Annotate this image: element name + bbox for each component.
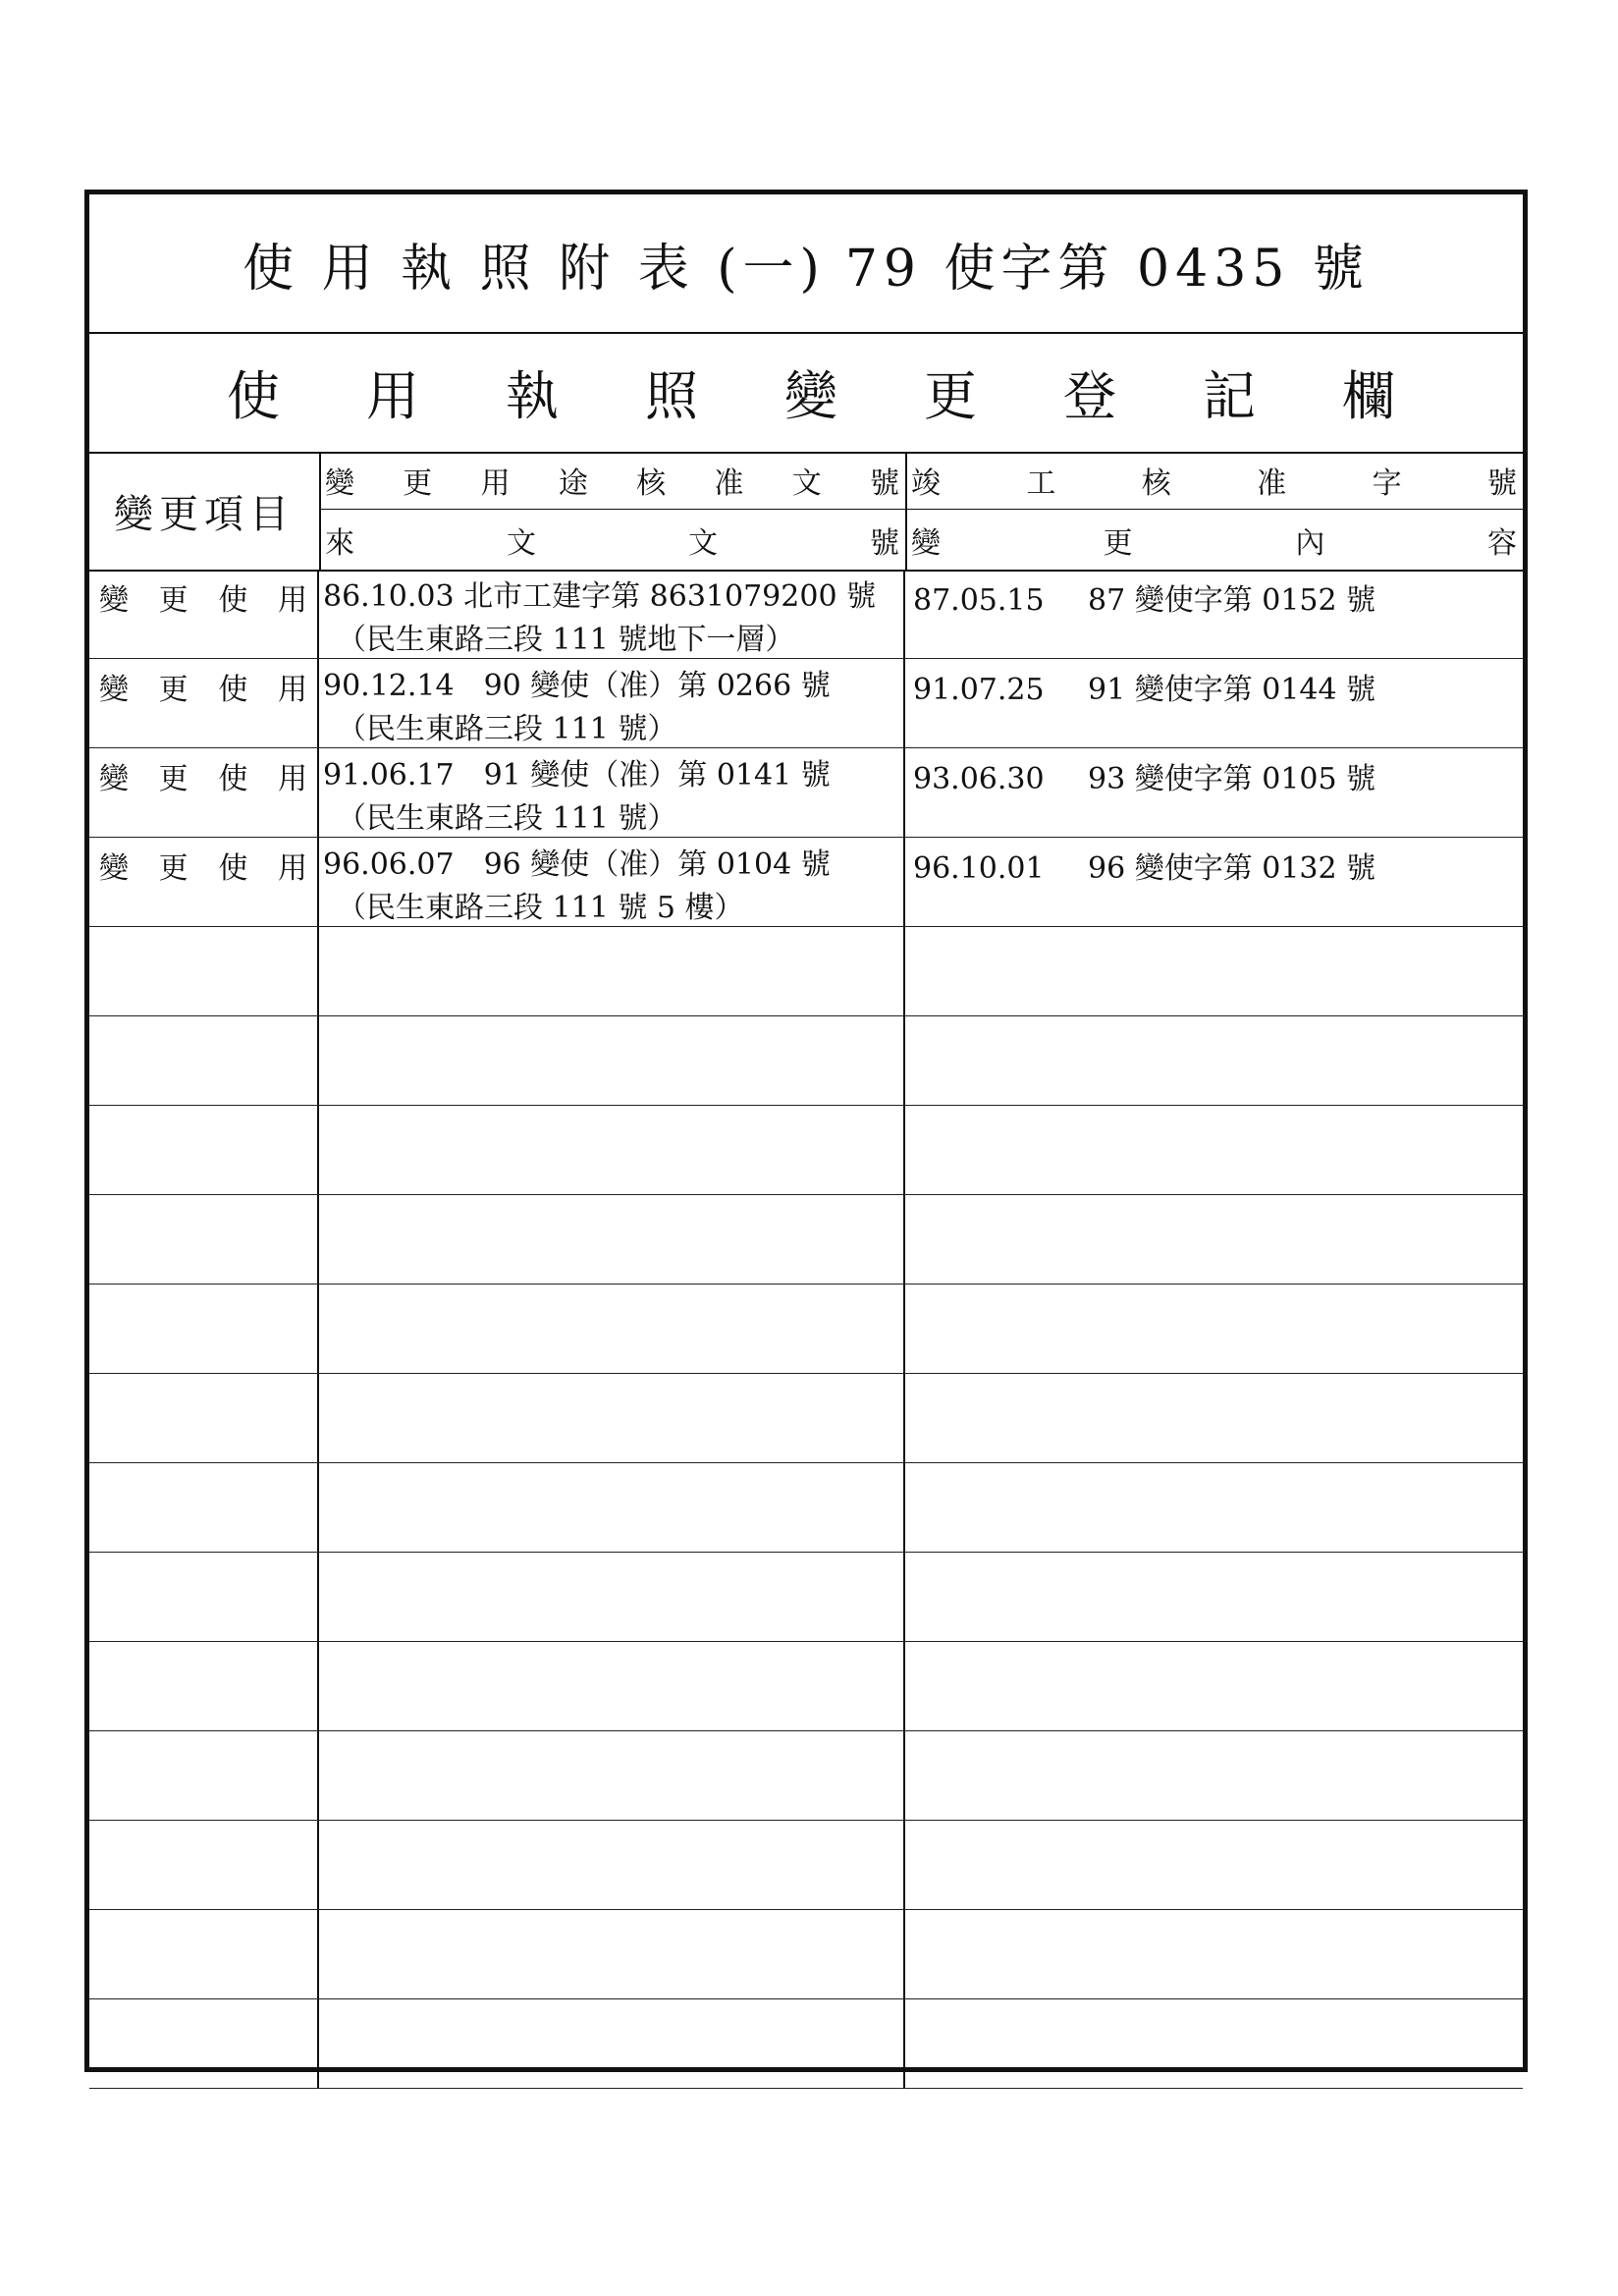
- empty-cell: [89, 1374, 319, 1462]
- table-row-empty: [89, 1016, 1523, 1106]
- completion-permit: [905, 748, 1523, 837]
- empty-cell: [905, 1016, 1523, 1105]
- table-row-empty: [89, 1106, 1523, 1195]
- table-header: [89, 452, 1523, 572]
- empty-cell: [319, 1731, 905, 1820]
- change-item-char: 變: [99, 673, 129, 707]
- section-title-char: 登: [1063, 364, 1116, 427]
- table-row: [89, 570, 1523, 659]
- table-row-empty: [89, 1910, 1523, 1999]
- header-char: 容: [1486, 525, 1517, 561]
- change-item-char: 使: [218, 762, 248, 796]
- header-char: 竣: [911, 466, 941, 501]
- empty-cell: [905, 1463, 1523, 1552]
- change-item-char: 使: [218, 851, 248, 886]
- header-char: 變: [911, 525, 941, 561]
- table-row: [89, 838, 1523, 927]
- change-item-char: 更: [158, 762, 189, 796]
- change-item-char: 使: [218, 673, 248, 707]
- change-item-char: 用: [277, 673, 307, 707]
- empty-cell: [89, 1731, 319, 1820]
- empty-cell: [319, 1374, 905, 1462]
- empty-cell: [89, 1463, 319, 1552]
- approval-doc-number: 86.10.03 北市工建字第 8631079200 號: [323, 579, 877, 614]
- empty-cell: [319, 1999, 905, 2088]
- completion-date: 87.05.15: [913, 583, 1045, 618]
- change-item-char: 用: [277, 851, 307, 886]
- header-char: 准: [1257, 466, 1287, 501]
- empty-cell: [89, 1195, 319, 1284]
- section-title-char: 記: [1203, 364, 1256, 427]
- table-row-empty: [89, 1731, 1523, 1821]
- table-row-empty: [89, 1821, 1523, 1910]
- header-char: 來: [325, 525, 354, 561]
- approval-doc: [319, 748, 905, 837]
- approval-doc-address: （民生東路三段 111 號地下一層）: [337, 623, 795, 657]
- header-char: 工: [1026, 466, 1056, 501]
- empty-cell: [905, 1999, 1523, 2088]
- table-row-empty: [89, 1463, 1523, 1553]
- section-title-char: 照: [645, 364, 698, 427]
- empty-cell: [89, 927, 319, 1015]
- table-body: [89, 570, 1523, 2089]
- approval-doc: [319, 838, 905, 926]
- empty-cell: [319, 1642, 905, 1730]
- section-title-char: 使: [227, 364, 280, 427]
- completion-date: 91.07.25: [913, 673, 1045, 707]
- header-col3-bottom: [905, 511, 1523, 569]
- approval-doc-address: （民生東路三段 111 號 5 樓）: [337, 891, 744, 925]
- completion-permit: [905, 838, 1523, 926]
- title-number: 79 使字第 0435 號: [844, 239, 1370, 299]
- empty-cell: [319, 1910, 905, 1998]
- header-col2: [319, 452, 907, 570]
- empty-cell: [319, 927, 905, 1015]
- empty-cell: [905, 1910, 1523, 1998]
- header-col2-top: [319, 452, 905, 510]
- header-item: 變更項目: [89, 452, 321, 570]
- empty-cell: [905, 927, 1523, 1015]
- change-item: [89, 838, 319, 926]
- header-char: 號: [1486, 466, 1517, 501]
- section-title-char: 執: [506, 364, 559, 427]
- section-title-chars: [89, 355, 1523, 430]
- table-row: [89, 748, 1523, 838]
- approval-doc-address: （民生東路三段 111 號）: [337, 712, 677, 746]
- table-row: [89, 659, 1523, 748]
- change-item-char: 用: [277, 583, 307, 618]
- header-char: 途: [558, 466, 588, 501]
- table-row-empty: [89, 927, 1523, 1016]
- change-item-char: 變: [99, 762, 129, 796]
- empty-cell: [319, 1821, 905, 1909]
- empty-cell: [89, 1553, 319, 1641]
- header-col3: [905, 452, 1523, 570]
- header-char: 文: [507, 525, 536, 561]
- section-title-char: 更: [924, 364, 977, 427]
- completion-permit: [905, 570, 1523, 658]
- change-item-char: 用: [277, 762, 307, 796]
- header-char: 更: [403, 466, 433, 501]
- completion-permit-number: 87 變使字第 0152 號: [1088, 583, 1376, 618]
- empty-cell: [89, 1016, 319, 1105]
- header-char: 字: [1372, 466, 1402, 501]
- empty-cell: [319, 1463, 905, 1552]
- change-item-char: 變: [99, 583, 129, 618]
- approval-doc-number: 96.06.07 96 變使（准）第 0104 號: [323, 847, 831, 882]
- completion-permit-number: 93 變使字第 0105 號: [1088, 762, 1376, 796]
- header-char: 核: [636, 466, 667, 501]
- change-item-char: 更: [158, 583, 189, 618]
- table-row-empty: [89, 1285, 1523, 1374]
- completion-permit-number: 91 變使字第 0144 號: [1088, 673, 1376, 707]
- empty-cell: [89, 1999, 319, 2088]
- header-char: 號: [870, 525, 899, 561]
- header-col2-bottom: [319, 511, 905, 569]
- section-title: [89, 332, 1523, 454]
- change-item-char: 更: [158, 673, 189, 707]
- header-col3-top: [905, 452, 1523, 510]
- header-char: 文: [791, 466, 822, 501]
- change-item: [89, 570, 319, 658]
- empty-cell: [89, 1642, 319, 1730]
- completion-date: 96.10.01: [913, 851, 1045, 886]
- empty-cell: [905, 1374, 1523, 1462]
- header-char: 內: [1295, 525, 1325, 561]
- empty-cell: [319, 1195, 905, 1284]
- empty-cell: [319, 1016, 905, 1105]
- section-title-char: 用: [366, 364, 419, 427]
- empty-cell: [905, 1642, 1523, 1730]
- completion-date: 93.06.30: [913, 762, 1045, 796]
- header-char: 用: [480, 466, 511, 501]
- approval-doc-number: 90.12.14 90 變使（准）第 0266 號: [323, 669, 831, 703]
- change-item-char: 使: [218, 583, 248, 618]
- empty-cell: [319, 1106, 905, 1194]
- document-title: [89, 194, 1523, 334]
- change-item: [89, 748, 319, 837]
- empty-cell: [905, 1285, 1523, 1373]
- empty-cell: [905, 1195, 1523, 1284]
- approval-doc-number: 91.06.17 91 變使（准）第 0141 號: [323, 758, 831, 793]
- approval-doc: [319, 659, 905, 747]
- empty-cell: [905, 1821, 1523, 1909]
- header-char: 更: [1103, 525, 1133, 561]
- header-char: 准: [714, 466, 744, 501]
- empty-cell: [319, 1553, 905, 1641]
- change-item: [89, 659, 319, 747]
- empty-cell: [905, 1106, 1523, 1194]
- section-title-char: 欄: [1342, 364, 1395, 427]
- table-row-empty: [89, 1195, 1523, 1285]
- empty-cell: [89, 1910, 319, 1998]
- header-char: 變: [325, 466, 354, 501]
- table-row-empty: [89, 1642, 1523, 1731]
- table-row-empty: [89, 1999, 1523, 2089]
- header-char: 核: [1141, 466, 1171, 501]
- approval-doc-address: （民生東路三段 111 號）: [337, 801, 677, 836]
- change-item-char: 變: [99, 851, 129, 886]
- header-char: 號: [869, 466, 899, 501]
- empty-cell: [905, 1553, 1523, 1641]
- title-prefix: 使 用 執 照 附 表 (一): [243, 239, 826, 299]
- document-frame: [84, 190, 1528, 2072]
- change-item-char: 更: [158, 851, 189, 886]
- table-row-empty: [89, 1374, 1523, 1463]
- section-title-char: 變: [784, 364, 837, 427]
- empty-cell: [89, 1106, 319, 1194]
- empty-cell: [905, 1731, 1523, 1820]
- completion-permit-number: 96 變使字第 0132 號: [1088, 851, 1376, 886]
- empty-cell: [89, 1285, 319, 1373]
- table-row-empty: [89, 1553, 1523, 1642]
- empty-cell: [319, 1285, 905, 1373]
- empty-cell: [89, 1821, 319, 1909]
- completion-permit: [905, 659, 1523, 747]
- header-char: 文: [688, 525, 718, 561]
- approval-doc: [319, 570, 905, 658]
